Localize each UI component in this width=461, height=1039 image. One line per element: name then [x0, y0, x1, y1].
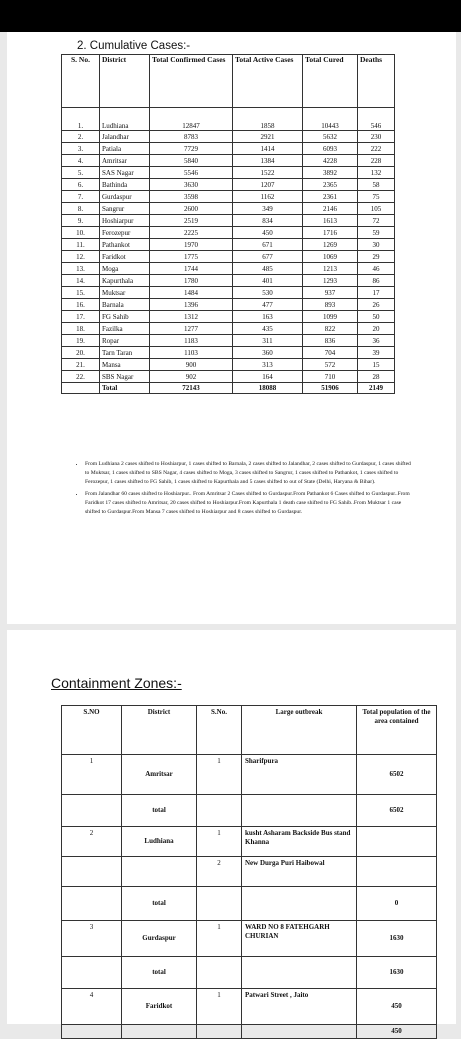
table-row: [62, 131, 395, 143]
cell-active: 163: [233, 311, 303, 323]
cell-district: Barnala: [100, 299, 150, 311]
cell-deaths: 29: [358, 251, 395, 263]
cell-cured: 1213: [303, 263, 358, 275]
cell-active: 2921: [233, 131, 303, 143]
cell-cured: 2146: [303, 203, 358, 215]
cell-outbreak: Sharifpura: [242, 755, 357, 795]
table-row: [62, 1025, 437, 1039]
cell-sno: 21.: [62, 359, 100, 371]
cell-district: Kapurthala: [100, 275, 150, 287]
cell-active: 311: [233, 335, 303, 347]
header-population: Total population of the area contained: [357, 706, 437, 755]
cell-population: 6502: [357, 755, 437, 795]
total-district: Total: [100, 383, 150, 394]
cell-confirmed: 900: [150, 359, 233, 371]
cell-confirmed: 7729: [150, 143, 233, 155]
cell-population: 450: [357, 989, 437, 1025]
cell-district: Amritsar: [100, 155, 150, 167]
cell-cured: 3892: [303, 167, 358, 179]
header-cured: Total Cured: [303, 55, 358, 108]
shift-notes: [71, 460, 415, 520]
cell-sno: [62, 857, 122, 887]
cell-sno: 1: [62, 755, 122, 795]
cell-cured: 1099: [303, 311, 358, 323]
cell-cured: 572: [303, 359, 358, 371]
cell-confirmed: 1780: [150, 275, 233, 287]
cell-cured: 1613: [303, 215, 358, 227]
cell-active: 834: [233, 215, 303, 227]
cell-district: Moga: [100, 263, 150, 275]
total-confirmed: 72143: [150, 383, 233, 394]
containment-zones-table: [61, 705, 437, 1039]
cell-population: 0: [357, 887, 437, 921]
cell-active: 677: [233, 251, 303, 263]
cell-confirmed: 1970: [150, 239, 233, 251]
table-row: [62, 359, 395, 371]
cell-cured: 937: [303, 287, 358, 299]
header-district: District: [100, 55, 150, 108]
section-heading-containment: Containment Zones:-: [51, 675, 182, 691]
cell-deaths: 28: [358, 371, 395, 383]
cell-outbreak: [242, 1025, 357, 1039]
cell-sub-sno: 1: [197, 989, 242, 1025]
cell-outbreak: Patwari Street , Jaito: [242, 989, 357, 1025]
cell-sno: 20.: [62, 347, 100, 359]
cell-confirmed: 1396: [150, 299, 233, 311]
cell-sno: 18.: [62, 323, 100, 335]
header-confirmed: Total Confirmed Cases: [150, 55, 233, 108]
cell-population: 450: [357, 1025, 437, 1039]
table-header-row: [62, 55, 395, 108]
cell-cured: 710: [303, 371, 358, 383]
table-row: [62, 108, 395, 131]
cell-active: 435: [233, 323, 303, 335]
cell-active: 1414: [233, 143, 303, 155]
cell-district: Fazilka: [100, 323, 150, 335]
total-sno: [62, 383, 100, 394]
cell-sno: 3: [62, 921, 122, 957]
cell-active: 164: [233, 371, 303, 383]
cell-cured: 4228: [303, 155, 358, 167]
total-active: 18088: [233, 383, 303, 394]
cell-deaths: 75: [358, 191, 395, 203]
table-row: [62, 299, 395, 311]
cell-deaths: 39: [358, 347, 395, 359]
table-row: [62, 795, 437, 827]
cell-district: Gurdaspur: [100, 191, 150, 203]
cell-sno: 14.: [62, 275, 100, 287]
cell-active: 360: [233, 347, 303, 359]
cell-confirmed: 1183: [150, 335, 233, 347]
cell-deaths: 36: [358, 335, 395, 347]
cell-sno: 6.: [62, 179, 100, 191]
cell-cured: 822: [303, 323, 358, 335]
cell-confirmed: 1775: [150, 251, 233, 263]
cell-deaths: 30: [358, 239, 395, 251]
cell-deaths: 15: [358, 359, 395, 371]
cell-deaths: 105: [358, 203, 395, 215]
cell-active: 530: [233, 287, 303, 299]
cell-cured: 1293: [303, 275, 358, 287]
cell-cured: 5632: [303, 131, 358, 143]
cell-confirmed: 12847: [150, 108, 233, 131]
header-district: District: [122, 706, 197, 755]
cell-population: 1630: [357, 921, 437, 957]
cell-district: FG Sahib: [100, 311, 150, 323]
header-deaths: Deaths: [358, 55, 395, 108]
cell-sno: 13.: [62, 263, 100, 275]
cell-confirmed: 5546: [150, 167, 233, 179]
cell-district: [122, 1025, 197, 1039]
cell-sno: [62, 1025, 122, 1039]
cell-outbreak: [242, 887, 357, 921]
table-row: [62, 827, 437, 857]
cell-sno: 9.: [62, 215, 100, 227]
cell-district: total: [122, 887, 197, 921]
cell-district: total: [122, 795, 197, 827]
cell-sno: 11.: [62, 239, 100, 251]
cell-confirmed: 2600: [150, 203, 233, 215]
cell-sno: 1.: [62, 108, 100, 131]
cell-sub-sno: [197, 795, 242, 827]
cell-district: Gurdaspur: [122, 921, 197, 957]
total-cured: 51906: [303, 383, 358, 394]
cell-sub-sno: 1: [197, 755, 242, 795]
cell-district: Jalandhar: [100, 131, 150, 143]
table-row: [62, 143, 395, 155]
table-row: [62, 323, 395, 335]
cell-confirmed: 1744: [150, 263, 233, 275]
table-row: [62, 155, 395, 167]
cell-active: 1858: [233, 108, 303, 131]
cell-deaths: 20: [358, 323, 395, 335]
table-row: [62, 921, 437, 957]
cell-confirmed: 2519: [150, 215, 233, 227]
table-row: [62, 227, 395, 239]
cell-district: Ropar: [100, 335, 150, 347]
table-row: [62, 347, 395, 359]
cell-confirmed: 3598: [150, 191, 233, 203]
document-page-2: [7, 630, 456, 1035]
section-heading-cumulative: 2. Cumulative Cases:-: [77, 40, 191, 52]
cell-district: Amritsar: [122, 755, 197, 795]
cell-district: Faridkot: [122, 989, 197, 1025]
document-page-1: [7, 32, 456, 624]
cell-sno: 5.: [62, 167, 100, 179]
table-row: [62, 957, 437, 989]
cell-sno: 2: [62, 827, 122, 857]
cell-cured: 836: [303, 335, 358, 347]
header-outbreak: Large outbreak: [242, 706, 357, 755]
cell-district: Ferozepur: [100, 227, 150, 239]
cell-sno: 4: [62, 989, 122, 1025]
cell-sno: 15.: [62, 287, 100, 299]
table-row: [62, 239, 395, 251]
header-active: Total Active Cases: [233, 55, 303, 108]
table-header-row: [62, 706, 437, 755]
cell-confirmed: 1312: [150, 311, 233, 323]
table-row: [62, 755, 437, 795]
cell-sno: 17.: [62, 311, 100, 323]
table-row: [62, 275, 395, 287]
cell-district: Patiala: [100, 143, 150, 155]
cell-district: Bathinda: [100, 179, 150, 191]
cell-active: 349: [233, 203, 303, 215]
cell-active: 485: [233, 263, 303, 275]
cell-deaths: 546: [358, 108, 395, 131]
table-row: [62, 167, 395, 179]
cell-district: Pathankot: [100, 239, 150, 251]
table-row: [62, 179, 395, 191]
cell-outbreak: kusht Asharam Backside Bus stand Khanna: [242, 827, 357, 857]
cell-district: Mansa: [100, 359, 150, 371]
cell-sno: 4.: [62, 155, 100, 167]
cell-cured: 2361: [303, 191, 358, 203]
cell-active: 1522: [233, 167, 303, 179]
cell-active: 401: [233, 275, 303, 287]
cell-deaths: 228: [358, 155, 395, 167]
cell-confirmed: 2225: [150, 227, 233, 239]
table-row: [62, 215, 395, 227]
cell-active: 477: [233, 299, 303, 311]
table-total-row: [62, 383, 395, 394]
table-row: [62, 263, 395, 275]
table-row: [62, 287, 395, 299]
cell-deaths: 46: [358, 263, 395, 275]
cell-sub-sno: 1: [197, 921, 242, 957]
cell-district: Sangrur: [100, 203, 150, 215]
cell-cured: 704: [303, 347, 358, 359]
cell-outbreak: [242, 957, 357, 989]
note-item: • From Jalandhar 60 cases shifted to Hoshiarpur.. From Amritsar 2 Cases shifted to Gurdaspur.From Pathankot 6 Cases shifted to Gurdaspur..From Faridkot 17 cases shifted to Amritsar, 20 cases shifted to Hoshiarpur.From Kapurthala 1 death case shifted to FG Sahib..From Muktsar 1 case shifted to Gurdaspur.From Mansa 7 cases shifted to Hoshiarpur and 8 cases shifted to Gurdaspur.: [85, 490, 415, 517]
cell-cured: 1269: [303, 239, 358, 251]
cell-deaths: 59: [358, 227, 395, 239]
cell-deaths: 58: [358, 179, 395, 191]
cell-cured: 2365: [303, 179, 358, 191]
cell-sno: 3.: [62, 143, 100, 155]
cell-district: Tarn Taran: [100, 347, 150, 359]
cell-outbreak: New Durga Puri Haibowal: [242, 857, 357, 887]
header-sno: S.NO: [62, 706, 122, 755]
cell-sno: 22.: [62, 371, 100, 383]
cell-deaths: 132: [358, 167, 395, 179]
cell-sno: [62, 957, 122, 989]
cell-sub-sno: [197, 957, 242, 989]
table-row: [62, 371, 395, 383]
cell-district: SAS Nagar: [100, 167, 150, 179]
cumulative-cases-table: [61, 54, 395, 394]
cell-sno: 2.: [62, 131, 100, 143]
cell-cured: 6093: [303, 143, 358, 155]
cell-population: [357, 827, 437, 857]
table-row: [62, 203, 395, 215]
cell-active: 313: [233, 359, 303, 371]
cell-sno: 12.: [62, 251, 100, 263]
cell-district: total: [122, 957, 197, 989]
cell-active: 671: [233, 239, 303, 251]
cell-cured: 1716: [303, 227, 358, 239]
cell-population: [357, 857, 437, 887]
cell-confirmed: 902: [150, 371, 233, 383]
cell-sno: 7.: [62, 191, 100, 203]
cell-active: 450: [233, 227, 303, 239]
total-deaths: 2149: [358, 383, 395, 394]
cell-cured: 10443: [303, 108, 358, 131]
cell-sub-sno: 2: [197, 857, 242, 887]
cell-sub-sno: [197, 887, 242, 921]
cell-sub-sno: [197, 1025, 242, 1039]
table-row: [62, 191, 395, 203]
cell-cured: 893: [303, 299, 358, 311]
cell-confirmed: 8783: [150, 131, 233, 143]
cell-sno: [62, 795, 122, 827]
cell-sno: [62, 887, 122, 921]
status-bar: [0, 0, 461, 32]
header-sno: S. No.: [62, 55, 100, 108]
table-row: [62, 335, 395, 347]
cell-active: 1162: [233, 191, 303, 203]
table-row: [62, 989, 437, 1025]
table-row: [62, 857, 437, 887]
cell-district: Faridkot: [100, 251, 150, 263]
cell-deaths: 17: [358, 287, 395, 299]
cell-deaths: 26: [358, 299, 395, 311]
cell-sub-sno: 1: [197, 827, 242, 857]
cell-confirmed: 1277: [150, 323, 233, 335]
cell-active: 1207: [233, 179, 303, 191]
cell-sno: 8.: [62, 203, 100, 215]
cell-district: Muktsar: [100, 287, 150, 299]
cell-population: 1630: [357, 957, 437, 989]
cell-district: Ludhiana: [122, 827, 197, 857]
cell-deaths: 230: [358, 131, 395, 143]
cell-confirmed: 3630: [150, 179, 233, 191]
cell-deaths: 50: [358, 311, 395, 323]
cell-confirmed: 1484: [150, 287, 233, 299]
table-row: [62, 251, 395, 263]
cell-sno: 16.: [62, 299, 100, 311]
note-item: • From Ludhiana 2 cases shifted to Hoshiarpur, 1 cases shifted to Barnala, 2 cases shifted to Jalandhar, 2 cases shifted to Gurdaspur, 1 cases shifted to Muktsar, 1 cases shifted to SBS Nagar, 4 cases shifted to Moga, 3 cases shifted to Sangrur, 1 cases shifted to Pathankot, 1 cases shifted to Ferozepur, 1 cases shifted to FG Sahib, 1 cases shifted to Kapurthala and 5 cases shifted to out of State (Delhi, Haryana & Bihar).: [85, 460, 415, 487]
cell-active: 1384: [233, 155, 303, 167]
cell-cured: 1069: [303, 251, 358, 263]
cell-population: 6502: [357, 795, 437, 827]
cell-deaths: 222: [358, 143, 395, 155]
cell-deaths: 86: [358, 275, 395, 287]
cell-confirmed: 5840: [150, 155, 233, 167]
table-row: [62, 887, 437, 921]
cell-district: Hoshiarpur: [100, 215, 150, 227]
header-sub-sno: S.No.: [197, 706, 242, 755]
table-row: [62, 311, 395, 323]
cell-deaths: 72: [358, 215, 395, 227]
cell-outbreak: [242, 795, 357, 827]
cell-district: [122, 857, 197, 887]
cell-district: SBS Nagar: [100, 371, 150, 383]
cell-sno: 10.: [62, 227, 100, 239]
cell-outbreak: WARD NO 8 FATEHGARH CHURIAN: [242, 921, 357, 957]
cell-sno: 19.: [62, 335, 100, 347]
cell-confirmed: 1103: [150, 347, 233, 359]
cell-district: Ludhiana: [100, 108, 150, 131]
